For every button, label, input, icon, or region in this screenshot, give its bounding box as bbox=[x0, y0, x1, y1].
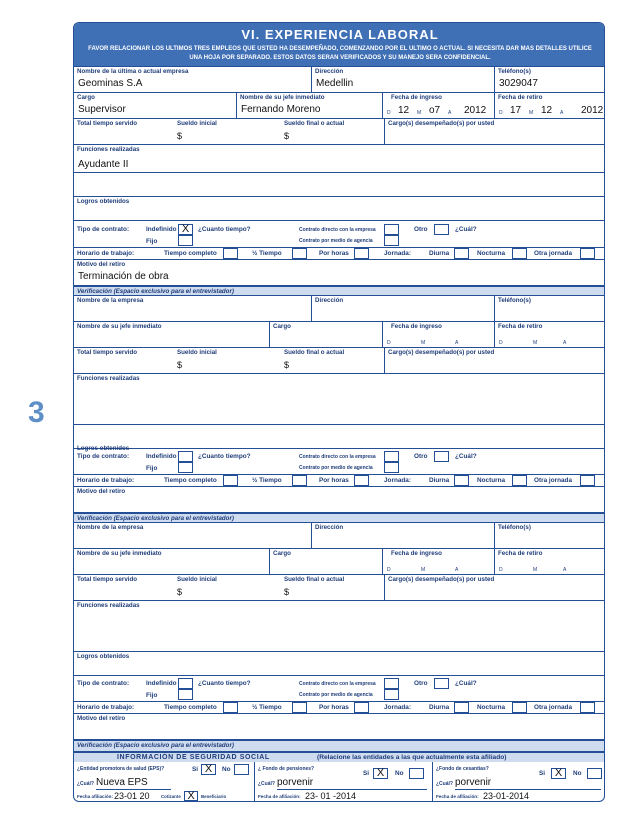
month-letter: M bbox=[533, 567, 538, 573]
job3-row-salary bbox=[74, 575, 605, 601]
health-column bbox=[74, 762, 254, 802]
job2-row-position bbox=[74, 322, 605, 348]
job3-row-company bbox=[74, 523, 605, 549]
job1-other-shift-checkbox[interactable] bbox=[580, 248, 595, 259]
address-label: Dirección bbox=[315, 297, 344, 304]
social-security-title: INFORMACIÓN DE SEGURIDAD SOCIAL bbox=[117, 754, 270, 761]
phone-label: Teléfono(s) bbox=[498, 524, 531, 531]
social-security-section bbox=[74, 762, 605, 802]
severance-column bbox=[432, 762, 605, 802]
job2-direct-checkbox[interactable] bbox=[384, 451, 399, 462]
schedule-label: Horario de trabajo: bbox=[77, 477, 135, 484]
positions-held-label: Cargo(s) desempeñado(s) por usted bbox=[388, 576, 495, 583]
start-date-label: Fecha de ingreso bbox=[391, 550, 442, 557]
which-label: ¿Cuál? bbox=[258, 781, 275, 787]
job1-row-contract bbox=[74, 221, 605, 248]
initial-salary-label: Sueldo inicial bbox=[177, 576, 217, 583]
job3-indefinite-checkbox[interactable] bbox=[178, 678, 193, 689]
direct-contract-label: Contrato directo con la empresa bbox=[299, 227, 376, 233]
day-shift-label: Diurna bbox=[429, 250, 450, 257]
indefinite-label: Indefinido bbox=[146, 226, 177, 233]
job1-row-achievements bbox=[74, 197, 605, 221]
boss-label: Nombre de su jefe inmediato bbox=[240, 94, 325, 101]
job3-row-position bbox=[74, 549, 605, 575]
job2-row-schedule bbox=[74, 475, 605, 487]
boss-label: Nombre de su jefe inmediato bbox=[77, 550, 162, 557]
job1-position-field[interactable]: Supervisor bbox=[78, 104, 126, 115]
pension-yes-checkbox[interactable]: X bbox=[373, 768, 388, 779]
phone-label: Teléfono(s) bbox=[498, 68, 531, 75]
verification-label: Verificación (Espacio exclusivo para el entrevistador) bbox=[77, 515, 234, 522]
final-salary-label: Sueldo final o actual bbox=[284, 576, 345, 583]
reason-label: Motivo del retiro bbox=[77, 488, 126, 495]
schedule-label: Horario de trabajo: bbox=[77, 250, 135, 257]
severance-question: ¿Fondo de cesantias? bbox=[436, 766, 489, 772]
job2-fixed-checkbox[interactable] bbox=[178, 462, 193, 473]
job3-half-time-checkbox[interactable] bbox=[292, 702, 307, 713]
job1-row-reason bbox=[74, 260, 605, 286]
address-label: Dirección bbox=[315, 524, 344, 531]
job3-row-contract bbox=[74, 676, 605, 702]
hourly-label: Por horas bbox=[319, 477, 349, 484]
year-letter: A bbox=[560, 110, 564, 116]
total-time-label: Total tiempo servido bbox=[77, 349, 138, 356]
hourly-label: Por horas bbox=[319, 704, 349, 711]
night-shift-label: Nocturna bbox=[477, 477, 506, 484]
no-label: No bbox=[222, 766, 231, 773]
year-letter: A bbox=[455, 567, 459, 573]
job2-row-functions bbox=[74, 374, 605, 425]
day-letter: D bbox=[387, 340, 391, 346]
other-label: Otro bbox=[414, 226, 428, 233]
job1-other-checkbox[interactable] bbox=[434, 224, 449, 235]
day-shift-label: Diurna bbox=[429, 477, 450, 484]
job1-boss-field[interactable]: Fernando Moreno bbox=[241, 104, 321, 115]
agency-contract-label: Contrato por medio de agencia bbox=[299, 238, 373, 244]
job1-indefinite-checkbox[interactable]: X bbox=[178, 224, 193, 235]
job1-half-time-checkbox[interactable] bbox=[292, 248, 307, 259]
verification-label: Verificación (Espacio exclusivo para el entrevistador) bbox=[77, 288, 234, 295]
shift-label: Jornada: bbox=[384, 477, 411, 484]
achievements-label: Logros obtenidos bbox=[77, 653, 130, 660]
job3-full-time-checkbox[interactable] bbox=[223, 702, 238, 713]
job2-full-time-checkbox[interactable] bbox=[223, 475, 238, 486]
job1-company-field[interactable]: Geominas S.A bbox=[78, 78, 143, 89]
fixed-label: Fijo bbox=[146, 692, 158, 699]
indefinite-label: Indefinido bbox=[146, 680, 177, 687]
job1-phone-field[interactable]: 3029047 bbox=[499, 78, 538, 89]
job1-direct-checkbox[interactable] bbox=[384, 224, 399, 235]
job1-functions-field[interactable]: Ayudante II bbox=[78, 159, 129, 170]
positions-held-label: Cargo(s) desempeñado(s) por usted bbox=[388, 349, 495, 356]
job3-row-schedule bbox=[74, 702, 605, 714]
severance-yes-checkbox[interactable]: X bbox=[551, 768, 566, 779]
job1-end-month[interactable]: 12 bbox=[541, 105, 553, 116]
initial-salary-label: Sueldo inicial bbox=[177, 349, 217, 356]
job1-end-day[interactable]: 17 bbox=[510, 105, 522, 116]
job1-hourly-checkbox[interactable] bbox=[354, 248, 369, 259]
other-shift-label: Otra jornada bbox=[534, 704, 572, 711]
day-letter: D bbox=[499, 110, 503, 116]
indefinite-label: Indefinido bbox=[146, 453, 177, 460]
job1-verification-bar bbox=[74, 286, 605, 296]
fixed-label: Fijo bbox=[146, 465, 158, 472]
job3-row-reason bbox=[74, 714, 605, 740]
job1-day-checkbox[interactable] bbox=[454, 248, 469, 259]
no-label: No bbox=[573, 770, 582, 777]
which-label: ¿Cuál? bbox=[436, 781, 453, 787]
job1-start-month[interactable]: o7 bbox=[429, 105, 441, 116]
section-instructions: FAVOR RELACIONAR LOS ULTIMOS TRES EMPLEOS QUE USTED HA DESEMPEÑADO, COMENZANDO POR EL ULTIMO O ACTUAL. SI NECESITA DAR MAS DETALLES UTILICE UNA HOJA POR SEPARADO. ESTOS DATOS SERAN VERIFICADOS Y SU MANEJO SERA CONFIDENCIAL. bbox=[88, 46, 592, 61]
day-letter: D bbox=[499, 340, 503, 346]
eps-question: ¿Entidad promotora de salud (EPS)? bbox=[77, 766, 165, 772]
beneficiario-label: Beneficiario bbox=[201, 794, 227, 799]
achievements-label: Logros obtenidos bbox=[77, 445, 130, 452]
total-time-label: Total tiempo servido bbox=[77, 120, 138, 127]
job2-row-company bbox=[74, 296, 605, 322]
job2-verification-bar bbox=[74, 513, 605, 523]
yes-label: Si bbox=[539, 770, 546, 777]
half-time-label: ½ Tiempo bbox=[252, 250, 282, 257]
company-label: Nombre de la empresa bbox=[77, 297, 144, 304]
how-long-label: ¿Cuanto tiempo? bbox=[198, 453, 251, 460]
full-time-label: Tiempo completo bbox=[164, 250, 217, 257]
job2-night-checkbox[interactable] bbox=[512, 475, 527, 486]
positions-held-label: Cargo(s) desempeñado(s) por usted bbox=[388, 120, 495, 127]
night-shift-label: Nocturna bbox=[477, 704, 506, 711]
direct-contract-label: Contrato directo con la empresa bbox=[299, 454, 376, 460]
currency-sign: $ bbox=[177, 587, 183, 597]
job1-reason-field[interactable]: Terminación de obra bbox=[78, 271, 169, 282]
shift-label: Jornada: bbox=[384, 704, 411, 711]
job2-agency-checkbox[interactable] bbox=[384, 462, 399, 473]
end-date-label: Fecha de retiro bbox=[498, 323, 543, 330]
divider bbox=[74, 172, 605, 173]
day-letter: D bbox=[387, 567, 391, 573]
currency-sign: $ bbox=[284, 587, 290, 597]
other-shift-label: Otra jornada bbox=[534, 250, 572, 257]
job2-other-shift-checkbox[interactable] bbox=[580, 475, 595, 486]
job3-other-checkbox[interactable] bbox=[434, 678, 449, 689]
boss-label: Nombre de su jefe inmediato bbox=[77, 323, 162, 330]
reason-label: Motivo del retiro bbox=[77, 715, 126, 722]
year-letter: A bbox=[563, 340, 567, 346]
position-label: Cargo bbox=[273, 323, 291, 330]
total-time-label: Total tiempo servido bbox=[77, 576, 138, 583]
job1-row-schedule bbox=[74, 248, 605, 260]
job3-row-achievements bbox=[74, 652, 605, 676]
social-security-header bbox=[74, 752, 605, 762]
final-salary-label: Sueldo final o actual bbox=[284, 349, 345, 356]
company-label: Nombre de la empresa bbox=[77, 524, 144, 531]
pension-fund-field[interactable]: porvenir bbox=[277, 777, 314, 788]
job1-full-time-checkbox[interactable] bbox=[223, 248, 238, 259]
initial-salary-label: Sueldo inicial bbox=[177, 120, 217, 127]
half-time-label: ½ Tiempo bbox=[252, 704, 282, 711]
severance-fund-field[interactable]: porvenir bbox=[455, 777, 492, 788]
schedule-label: Horario de trabajo: bbox=[77, 704, 135, 711]
cotizante-checkbox[interactable]: X bbox=[184, 791, 198, 801]
position-label: Cargo bbox=[273, 550, 291, 557]
job1-row-salary bbox=[74, 119, 605, 145]
job3-other-shift-checkbox[interactable] bbox=[580, 702, 595, 713]
night-shift-label: Nocturna bbox=[477, 250, 506, 257]
job3-night-checkbox[interactable] bbox=[512, 702, 527, 713]
job3-day-checkbox[interactable] bbox=[454, 702, 469, 713]
eps-name-field[interactable]: Nueva EPS bbox=[96, 777, 148, 788]
how-long-label: ¿Cuanto tiempo? bbox=[198, 680, 251, 687]
other-shift-label: Otra jornada bbox=[534, 477, 572, 484]
job2-indefinite-checkbox[interactable] bbox=[178, 451, 193, 462]
end-date-label: Fecha de retiro bbox=[498, 94, 543, 101]
job1-agency-checkbox[interactable] bbox=[384, 235, 399, 246]
start-date-label: Fecha de ingreso bbox=[391, 94, 442, 101]
reason-label: Motivo del retiro bbox=[77, 261, 126, 268]
date-label: Fecha de afiliación: bbox=[258, 794, 301, 799]
day-shift-label: Diurna bbox=[429, 704, 450, 711]
full-time-label: Tiempo completo bbox=[164, 704, 217, 711]
contract-type-label: Tipo de contrato: bbox=[77, 680, 130, 687]
year-letter: A bbox=[563, 567, 567, 573]
pension-date-field[interactable]: 23- 01 -2014 bbox=[305, 791, 357, 801]
job2-row-contract bbox=[74, 449, 605, 475]
job3-direct-checkbox[interactable] bbox=[384, 678, 399, 689]
contract-type-label: Tipo de contrato: bbox=[77, 226, 130, 233]
phone-label: Teléfono(s) bbox=[498, 297, 531, 304]
agency-contract-label: Contrato por medio de agencia bbox=[299, 692, 373, 698]
functions-label: Funciones realizadas bbox=[77, 146, 140, 153]
job2-row-reason bbox=[74, 487, 605, 513]
half-time-label: ½ Tiempo bbox=[252, 477, 282, 484]
job2-row-salary bbox=[74, 348, 605, 374]
underline bbox=[96, 789, 171, 790]
currency-sign: $ bbox=[177, 131, 183, 141]
currency-sign: $ bbox=[284, 360, 290, 370]
full-time-label: Tiempo completo bbox=[164, 477, 217, 484]
year-letter: A bbox=[448, 110, 452, 116]
which-label: ¿Cuál? bbox=[455, 680, 477, 687]
job3-fixed-checkbox[interactable] bbox=[178, 689, 193, 700]
which-label: ¿Cuál? bbox=[455, 226, 477, 233]
job1-row-functions bbox=[74, 145, 605, 197]
job3-hourly-checkbox[interactable] bbox=[354, 702, 369, 713]
pension-column bbox=[254, 762, 432, 802]
agency-contract-label: Contrato por medio de agencia bbox=[299, 465, 373, 471]
job2-other-checkbox[interactable] bbox=[434, 451, 449, 462]
job1-fixed-checkbox[interactable] bbox=[178, 235, 193, 246]
verification-label: Verificación (Espacio exclusivo para el entrevistador) bbox=[77, 742, 234, 749]
eps-no-checkbox[interactable] bbox=[234, 764, 249, 775]
job1-night-checkbox[interactable] bbox=[512, 248, 527, 259]
job2-day-checkbox[interactable] bbox=[454, 475, 469, 486]
address-label: Dirección bbox=[315, 68, 344, 75]
job3-row-functions bbox=[74, 601, 605, 652]
functions-label: Funciones realizadas bbox=[77, 375, 140, 382]
position-label: Cargo bbox=[77, 94, 95, 101]
cotizante-label: Cotizante bbox=[161, 794, 181, 799]
year-letter: A bbox=[455, 340, 459, 346]
yes-label: Si bbox=[363, 770, 370, 777]
job1-start-day[interactable]: 12 bbox=[398, 105, 410, 116]
fixed-label: Fijo bbox=[146, 238, 158, 245]
section-banner bbox=[74, 23, 605, 67]
job2-row-achievements bbox=[74, 425, 605, 452]
shift-label: Jornada: bbox=[384, 250, 411, 257]
month-letter: M bbox=[421, 340, 426, 346]
job1-start-year[interactable]: 2012 bbox=[464, 105, 487, 116]
hourly-label: Por horas bbox=[319, 250, 349, 257]
contract-type-label: Tipo de contrato: bbox=[77, 453, 130, 460]
date-label: Fecha de afiliación: bbox=[436, 794, 479, 799]
work-experience-form bbox=[73, 22, 605, 802]
day-letter: D bbox=[499, 567, 503, 573]
start-date-label: Fecha de ingreso bbox=[391, 323, 442, 330]
underline bbox=[277, 789, 427, 790]
pension-no-checkbox[interactable] bbox=[409, 768, 424, 779]
functions-label: Funciones realizadas bbox=[77, 602, 140, 609]
end-date-label: Fecha de retiro bbox=[498, 550, 543, 557]
which-label: ¿Cuál? bbox=[455, 453, 477, 460]
section-title: VI. EXPERIENCIA LABORAL bbox=[241, 27, 439, 42]
day-letter: D bbox=[387, 110, 391, 116]
which-label: ¿Cuál? bbox=[77, 781, 94, 787]
final-salary-label: Sueldo final o actual bbox=[284, 120, 345, 127]
underline bbox=[455, 789, 601, 790]
month-letter: M bbox=[417, 110, 422, 116]
currency-sign: $ bbox=[284, 131, 290, 141]
no-label: No bbox=[395, 770, 404, 777]
month-letter: M bbox=[529, 110, 534, 116]
achievements-label: Logros obtenidos bbox=[77, 198, 130, 205]
job3-verification-bar bbox=[74, 740, 605, 752]
pension-question: ¿ Fondo de pensiones? bbox=[258, 766, 315, 772]
job1-row-company bbox=[74, 67, 605, 93]
job3-agency-checkbox[interactable] bbox=[384, 689, 399, 700]
month-letter: M bbox=[533, 340, 538, 346]
currency-sign: $ bbox=[177, 360, 183, 370]
other-label: Otro bbox=[414, 680, 428, 687]
job1-row-position bbox=[74, 93, 605, 119]
job2-hourly-checkbox[interactable] bbox=[354, 475, 369, 486]
company-label: Nombre de la última o actual empresa bbox=[77, 68, 189, 75]
month-letter: M bbox=[421, 567, 426, 573]
how-long-label: ¿Cuanto tiempo? bbox=[198, 226, 251, 233]
date-label: Fecha afiliación: bbox=[77, 794, 113, 799]
other-label: Otro bbox=[414, 453, 428, 460]
yes-label: Si bbox=[192, 766, 199, 773]
direct-contract-label: Contrato directo con la empresa bbox=[299, 681, 376, 687]
social-security-note: (Relacione las entidades a las que actualmente esta afiliado) bbox=[317, 754, 507, 761]
eps-date-field[interactable]: 23-01 20 bbox=[114, 791, 150, 801]
section-number: 3 bbox=[28, 396, 45, 429]
eps-yes-checkbox[interactable]: X bbox=[201, 764, 216, 775]
severance-no-checkbox[interactable] bbox=[587, 768, 602, 779]
job1-end-year[interactable]: 2012 bbox=[581, 105, 604, 116]
job1-address-field[interactable]: Medellin bbox=[316, 78, 354, 89]
severance-date-field[interactable]: 23-01-2014 bbox=[483, 791, 530, 801]
job2-half-time-checkbox[interactable] bbox=[292, 475, 307, 486]
